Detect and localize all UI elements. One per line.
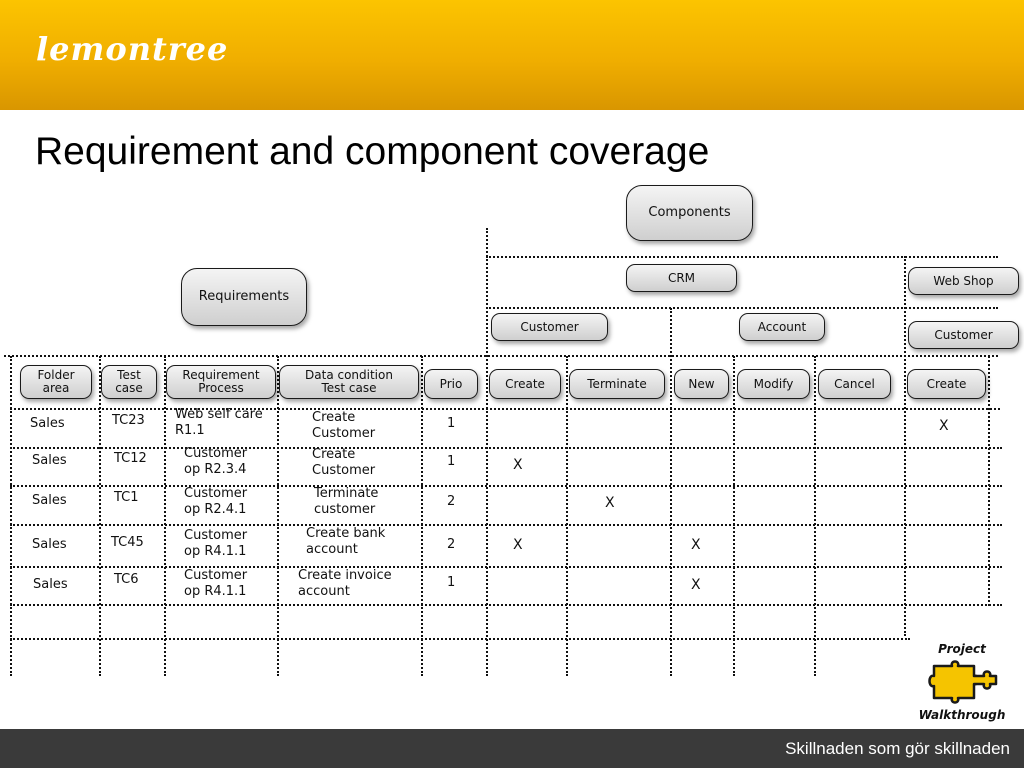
cell-line: Create bank bbox=[306, 526, 386, 541]
coverage-mark: X bbox=[605, 495, 615, 511]
lemontree-logo: lemontree bbox=[36, 30, 229, 68]
test-case-cell: TC12 bbox=[114, 451, 147, 466]
cell-line: account bbox=[298, 584, 350, 600]
data-condition-cell bbox=[306, 526, 385, 559]
cell-line: op R2.3.4 bbox=[184, 462, 247, 478]
cell-line: Create bbox=[312, 410, 356, 425]
grid-line bbox=[988, 356, 990, 606]
grid-line bbox=[421, 356, 423, 676]
grid-line bbox=[4, 355, 998, 357]
footer-tagline: Skillnaden som gör skillnaden bbox=[785, 739, 1010, 758]
folder-cell: Sales bbox=[32, 453, 67, 468]
cell-line: account bbox=[306, 542, 358, 558]
requirement-cell bbox=[184, 528, 247, 561]
badge-top-label: Project bbox=[938, 642, 986, 656]
folder-area-header bbox=[20, 365, 92, 399]
cell-line: op R4.1.1 bbox=[184, 544, 247, 560]
header-line: Process bbox=[198, 381, 244, 395]
cell-line: Web self care bbox=[175, 407, 263, 422]
requirements-group-label: Requirements bbox=[181, 268, 307, 326]
header-line: Test case bbox=[321, 381, 377, 395]
grid-line bbox=[10, 604, 1002, 606]
cell-line: Terminate bbox=[314, 486, 379, 501]
requirement-process-header bbox=[166, 365, 276, 399]
cell-line: Customer bbox=[312, 463, 376, 479]
cell-line: op R4.1.1 bbox=[184, 584, 247, 600]
prio-cell: 1 bbox=[447, 575, 456, 590]
web-shop-group-label: Web Shop bbox=[908, 267, 1019, 295]
data-condition-cell bbox=[314, 486, 378, 519]
grid-line bbox=[277, 356, 279, 676]
slide-title: Requirement and component coverage bbox=[35, 130, 710, 173]
data-condition-cell bbox=[312, 410, 375, 443]
coverage-mark: X bbox=[691, 537, 701, 553]
grid-line bbox=[99, 356, 101, 676]
grid-line bbox=[904, 256, 906, 636]
test-case-cell: TC23 bbox=[112, 413, 145, 428]
grid-line bbox=[164, 356, 166, 676]
create-header: Create bbox=[489, 369, 561, 399]
folder-cell: Sales bbox=[32, 493, 67, 508]
requirement-cell bbox=[184, 486, 247, 519]
modify-header: Modify bbox=[737, 369, 810, 399]
grid-line bbox=[10, 447, 1002, 449]
grid-line bbox=[10, 485, 1002, 487]
test-case-cell: TC45 bbox=[111, 535, 144, 550]
web-shop-customer-group-label: Customer bbox=[908, 321, 1019, 349]
cell-line: R1.1 bbox=[175, 423, 205, 439]
header-line: Test bbox=[117, 368, 141, 383]
badge-bottom-label: Walkthrough bbox=[918, 708, 1006, 722]
grid-line bbox=[10, 638, 910, 640]
test-case-cell: TC1 bbox=[114, 490, 139, 505]
grid-line bbox=[486, 228, 488, 676]
header-line: Requirement bbox=[182, 368, 260, 383]
footer-bar bbox=[0, 729, 1024, 768]
new-header: New bbox=[674, 369, 729, 399]
requirement-cell bbox=[184, 568, 247, 601]
cell-line: Customer bbox=[312, 426, 376, 442]
grid-line bbox=[670, 308, 672, 676]
crm-group-label: CRM bbox=[626, 264, 737, 292]
grid-line bbox=[10, 566, 1002, 568]
data-condition-cell bbox=[298, 568, 392, 601]
header-banner bbox=[0, 0, 1024, 110]
cell-line: Create invoice bbox=[298, 568, 392, 583]
cell-line: Customer bbox=[184, 446, 248, 461]
coverage-mark: X bbox=[513, 457, 523, 473]
grid-line bbox=[10, 524, 1002, 526]
coverage-mark: X bbox=[939, 418, 949, 434]
header-line: area bbox=[42, 381, 70, 395]
cell-line: Customer bbox=[184, 568, 248, 583]
coverage-mark: X bbox=[513, 537, 523, 553]
grid-line bbox=[486, 256, 998, 258]
data-condition-cell bbox=[312, 447, 375, 480]
cell-line: Customer bbox=[184, 528, 248, 543]
puzzle-piece-icon bbox=[924, 658, 1000, 706]
cancel-header: Cancel bbox=[818, 369, 891, 399]
prio-cell: 2 bbox=[447, 537, 456, 552]
folder-cell: Sales bbox=[33, 577, 68, 592]
data-condition-header bbox=[279, 365, 419, 399]
grid-line bbox=[566, 356, 568, 676]
folder-cell: Sales bbox=[30, 416, 65, 431]
prio-cell: 1 bbox=[447, 416, 456, 431]
coverage-mark: X bbox=[691, 577, 701, 593]
header-line: Data condition bbox=[305, 368, 393, 383]
requirement-cell bbox=[175, 407, 263, 440]
header-line: case bbox=[115, 381, 143, 395]
prio-cell: 2 bbox=[447, 494, 456, 509]
grid-line bbox=[10, 356, 12, 676]
grid-line bbox=[10, 408, 1000, 410]
prio-cell: 1 bbox=[447, 454, 456, 469]
project-walkthrough-badge bbox=[914, 640, 1010, 726]
components-group-label: Components bbox=[626, 185, 753, 241]
cell-line: op R2.4.1 bbox=[184, 502, 247, 518]
grid-line bbox=[733, 356, 735, 676]
header-line: Folder bbox=[37, 368, 75, 383]
test-case-cell: TC6 bbox=[114, 572, 139, 587]
folder-cell: Sales bbox=[32, 537, 67, 552]
requirement-cell bbox=[184, 446, 247, 479]
account-group-label: Account bbox=[739, 313, 825, 341]
cell-line: Create bbox=[312, 447, 356, 462]
prio-header: Prio bbox=[424, 369, 478, 399]
customer-group-label: Customer bbox=[491, 313, 608, 341]
web-shop-create-header: Create bbox=[907, 369, 986, 399]
cell-line: Customer bbox=[184, 486, 248, 501]
cell-line: customer bbox=[314, 502, 376, 518]
grid-line bbox=[814, 356, 816, 676]
test-case-header bbox=[101, 365, 157, 399]
grid-line bbox=[486, 307, 998, 309]
terminate-header: Terminate bbox=[569, 369, 665, 399]
